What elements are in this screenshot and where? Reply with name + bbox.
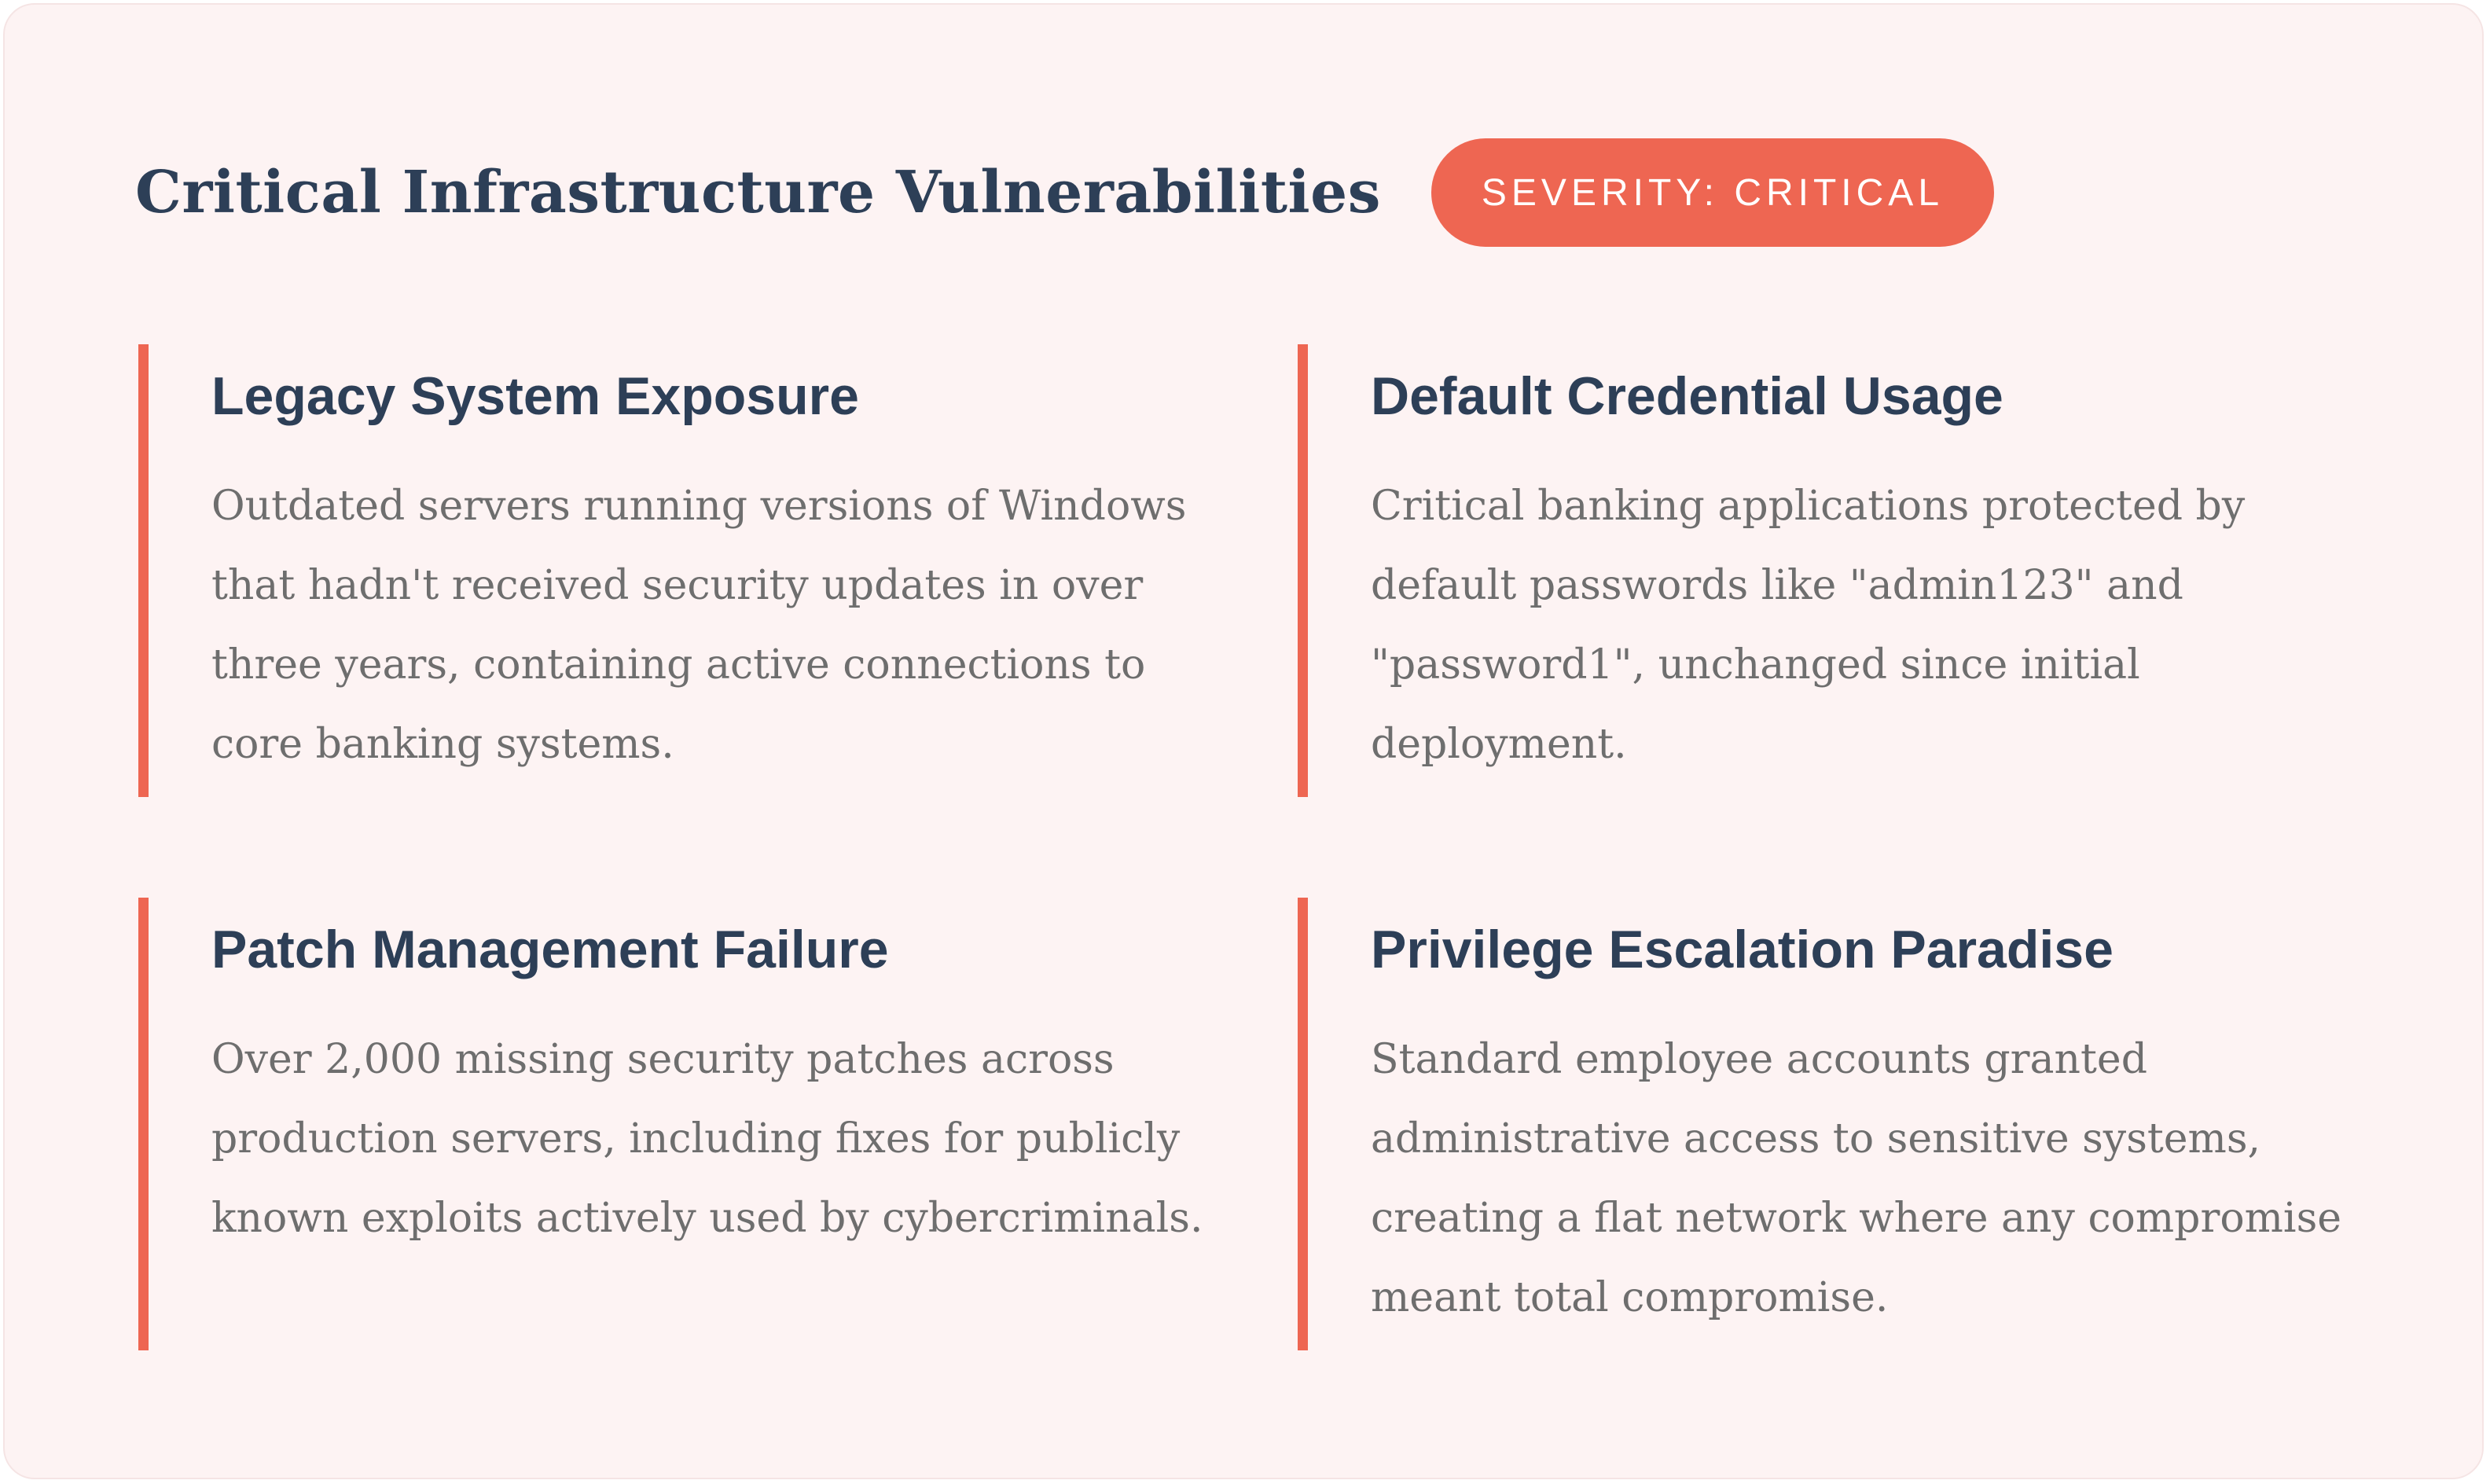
vulnerability-description: Standard employee accounts granted administrative access to sensitive systems, creating a flat network where any compromise meant total compromise.	[1371, 1036, 2342, 1321]
vulnerability-item	[138, 898, 1215, 1350]
page-title: Critical Infrastructure Vulnerabilities	[135, 159, 1381, 226]
vulnerability-title: Patch Management Failure	[211, 920, 889, 979]
vulnerability-description: Critical banking applications protected by default passwords like "admin123" and "password1", unchanged since initial deployment.	[1371, 483, 2246, 768]
vulnerability-title: Legacy System Exposure	[211, 366, 859, 426]
card-header	[135, 138, 1994, 247]
severity-badge: SEVERITY: CRITICAL	[1431, 138, 1994, 247]
vulnerability-title: Privilege Escalation Paradise	[1371, 920, 2114, 979]
vulnerability-item	[1298, 344, 2374, 797]
vulnerabilities-card	[3, 3, 2484, 1479]
vulnerability-title: Default Credential Usage	[1371, 366, 2003, 426]
vulnerability-description: Over 2,000 missing security patches across production servers, including fixes for publicly known exploits actively used by cybercriminals.	[211, 1036, 1203, 1242]
vulnerability-item	[1298, 898, 2374, 1350]
vulnerability-item	[138, 344, 1215, 797]
vulnerability-description: Outdated servers running versions of Windows that hadn't received security updates in over three years, containing active connections to core banking systems.	[211, 483, 1187, 768]
